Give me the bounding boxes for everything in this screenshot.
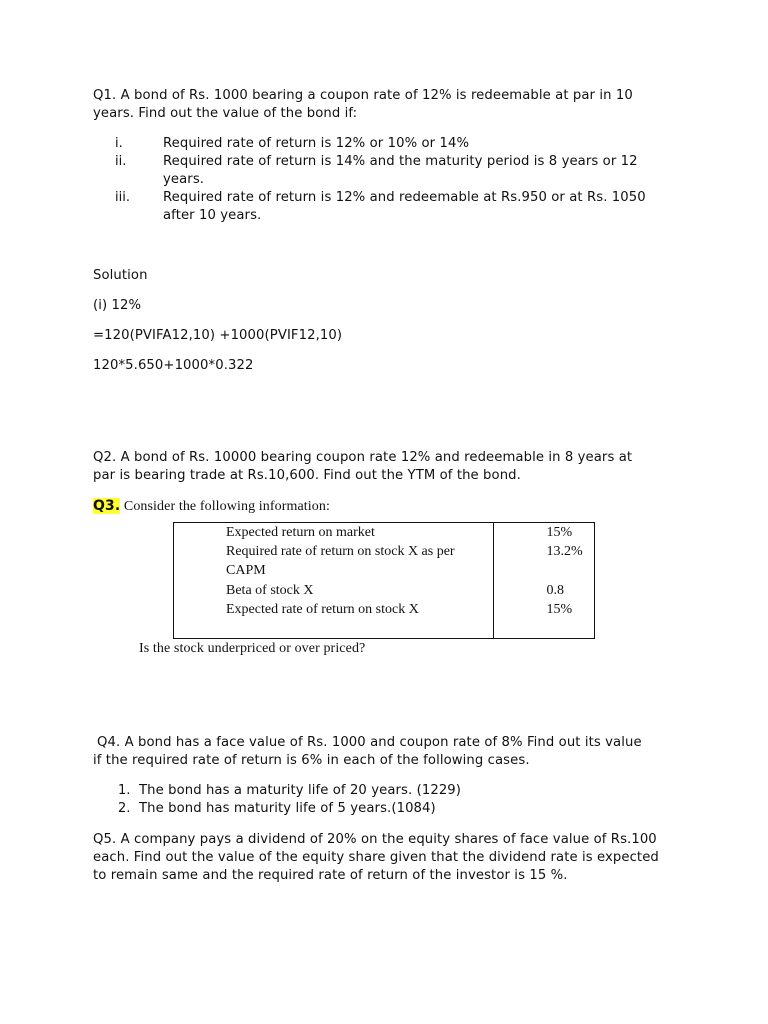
q3-intro: Consider the following information:	[123, 499, 330, 514]
q3-table-left-row-3: CAPM	[226, 563, 266, 579]
q2-label: Q2	[93, 450, 112, 465]
q3-info-table	[173, 522, 595, 639]
q5-label: Q5	[93, 832, 112, 847]
q3-label: Q3.	[93, 498, 121, 514]
q3-line	[93, 497, 330, 516]
q1-item-1-text: Required rate of return is 12% or 10% or 14%	[163, 136, 470, 151]
q3-table-left-row-1: Expected return on market	[226, 525, 375, 540]
q5-line-2: each. Find out the value of the equity share given that the dividend rate is expected	[93, 850, 659, 865]
q2-line-2: par is bearing trade at Rs.10,600. Find out the YTM of the bond.	[93, 468, 521, 483]
q3-table-left-column	[174, 523, 494, 639]
q1-label: Q1	[93, 88, 112, 103]
solution-formula: =120(PVIFA12,10) +1000(PVIF12,10)	[93, 328, 343, 343]
q1-item-2-num: ii.	[115, 154, 127, 169]
q4-line-1	[97, 734, 642, 752]
q1-item-3-num: iii.	[115, 190, 130, 205]
q3-table-right-row-5: 15%	[546, 601, 573, 617]
q2-text-1: . A bond of Rs. 10000 bearing coupon rate 12% and redeemable in 8 years at	[111, 450, 633, 465]
q1-item-2-text-2: years.	[163, 172, 205, 187]
q3-question: Is the stock underpriced or over priced?	[139, 641, 366, 656]
q1-item-3-text-2: after 10 years.	[163, 208, 262, 223]
q3-table-right-row-1: 15%	[546, 525, 573, 540]
q3-table-left-row-2: Required rate of return on stock X as per	[226, 544, 455, 560]
q3-table-right-row-2: 13.2%	[546, 544, 583, 560]
q3-table-left-row-4: Beta of stock X	[226, 582, 314, 598]
solution-calc: 120*5.650+1000*0.322	[93, 358, 254, 373]
q4-label: Q4	[97, 735, 116, 750]
q4-item-1-num: 1.	[118, 783, 131, 798]
q1-item-3-text-1: Required rate of return is 12% and redeemable at Rs.950 or at Rs. 1050	[163, 190, 646, 205]
q4-text-1: . A bond has a face value of Rs. 1000 and coupon rate of 8% Find out its value	[115, 735, 642, 750]
q3-table-right-row-3	[546, 561, 594, 580]
q1-item-2-text-1: Required rate of return is 14% and the maturity period is 8 years or 12	[163, 154, 638, 169]
q5-line-1	[93, 831, 657, 849]
solution-heading: Solution	[93, 268, 148, 283]
q1-item-1-num: i.	[115, 136, 123, 151]
q1-line-2: years. Find out the value of the bond if:	[93, 106, 358, 121]
q4-item-1-text: The bond has a maturity life of 20 years. (1229)	[139, 783, 462, 798]
q1-text-1: . A bond of Rs. 1000 bearing a coupon rate of 12% is redeemable at par in 10	[111, 88, 633, 103]
q3-table-right-row-4: 0.8	[546, 582, 564, 598]
solution-part: (i) 12%	[93, 298, 142, 313]
q3-table-right-column	[494, 523, 595, 639]
q3-table-left-row-5: Expected rate of return on stock X	[226, 601, 419, 617]
q5-text-1: . A company pays a dividend of 20% on the equity shares of face value of Rs.100	[111, 832, 657, 847]
q4-item-2-num: 2.	[118, 801, 131, 816]
q1-line-1	[93, 87, 633, 105]
q4-line-2: if the required rate of return is 6% in each of the following cases.	[93, 753, 530, 768]
q5-line-3: to remain same and the required rate of return of the investor is 15 %.	[93, 868, 568, 883]
q4-item-2-text: The bond has maturity life of 5 years.(1084)	[139, 801, 436, 816]
q2-line-1	[93, 449, 632, 467]
